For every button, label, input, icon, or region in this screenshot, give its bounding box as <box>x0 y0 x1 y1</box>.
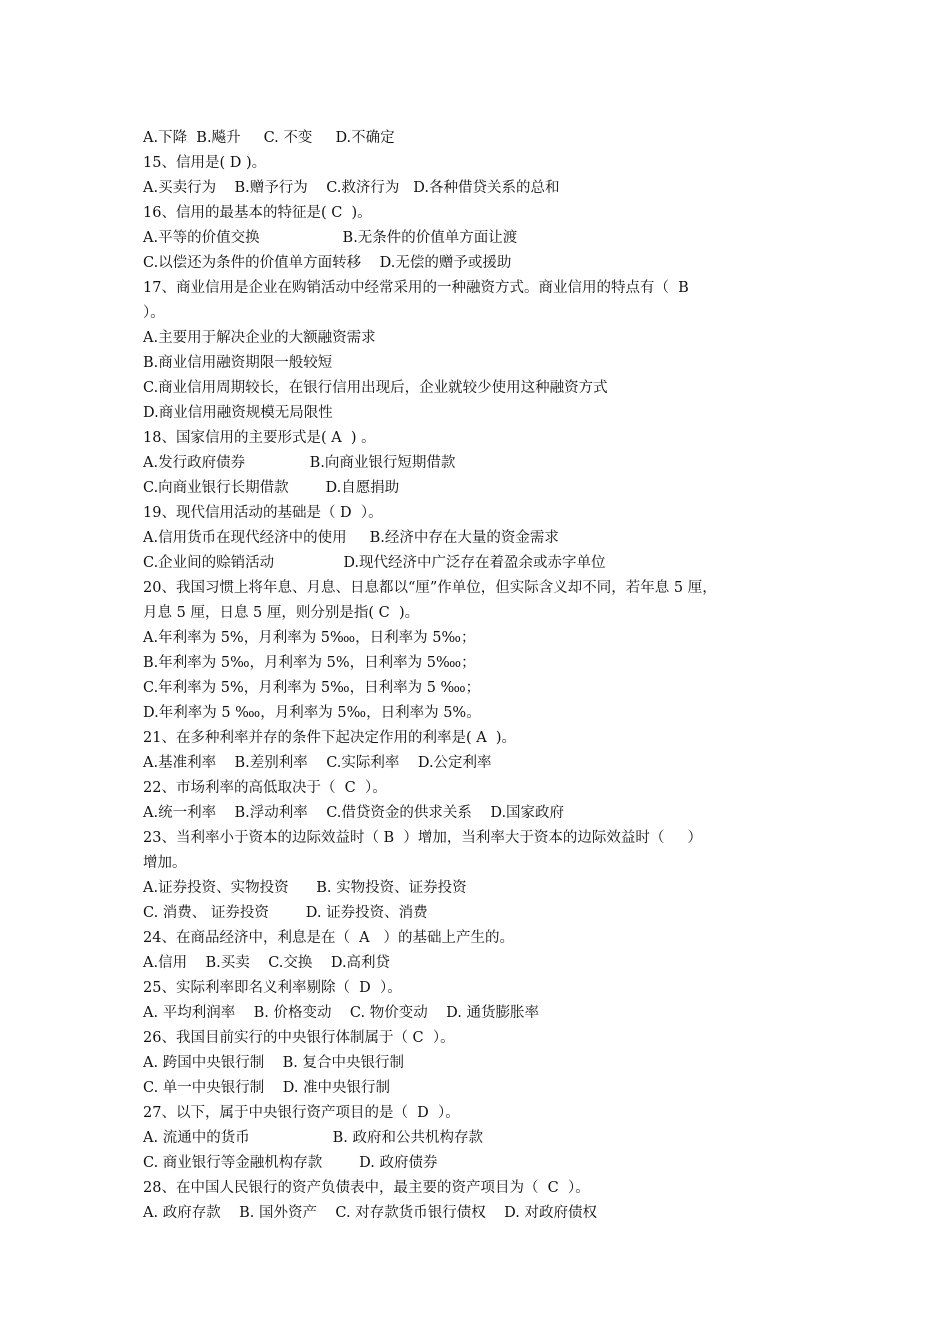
question-25: 25、实际利率即名义利率剔除（ D ）。 <box>143 980 402 996</box>
answer-options-18-cd: C.向商业银行长期借款 D.自愿捐助 <box>143 480 400 496</box>
answer-options-23-ab: A.证券投资、实物投资 B. 实物投资、证券投资 <box>143 880 467 896</box>
answer-options-26-ab: A. 跨国中央银行制 B. 复合中央银行制 <box>143 1055 404 1071</box>
answer-options-21: A.基准利率 B.差别利率 C.实际利率 D.公定利率 <box>143 755 492 771</box>
answer-option-17-d: D.商业信用融资规模无局限性 <box>143 405 333 421</box>
answer-options-22: A.统一利率 B.浮动利率 C.借贷资金的供求关系 D.国家政府 <box>143 805 565 821</box>
answer-options-19-ab: A.信用货币在现代经济中的使用 B.经济中存在大量的资金需求 <box>143 530 559 546</box>
question-20-continued: 月息 5 厘，日息 5 厘，则分别是指( C )。 <box>143 605 420 621</box>
question-28: 28、在中国人民银行的资产负债表中，最主要的资产项目为（ C ）。 <box>143 1180 590 1196</box>
answer-options-16-cd: C.以偿还为条件的价值单方面转移 D.无偿的赠予或援助 <box>143 255 512 271</box>
question-20: 20、我国习惯上将年息、月息、日息都以“厘”作单位，但实际含义却不同，若年息 5 厘， <box>143 580 717 596</box>
answer-option-20-c: C.年利率为 5%，月利率为 5‰，日利率为 5 ‱； <box>143 680 481 696</box>
question-27: 27、以下，属于中央银行资产项目的是（ D ）。 <box>143 1105 460 1121</box>
question-21: 21、在多种利率并存的条件下起决定作用的利率是( A )。 <box>143 730 517 746</box>
question-23: 23、当利率小于资本的边际效益时（ B ）增加，当利率大于资本的边际效益时（ ） <box>143 830 702 846</box>
answer-option-17-a: A.主要用于解决企业的大额融资需求 <box>143 330 376 346</box>
answer-options-23-cd: C. 消费、 证券投资 D. 证券投资、消费 <box>143 905 428 921</box>
question-23-continued: 增加。 <box>143 855 187 871</box>
question-17-continued: ）。 <box>143 305 165 321</box>
answer-options-16-ab: A.平等的价值交换 B.无条件的价值单方面让渡 <box>143 230 518 246</box>
question-22: 22、市场利率的高低取决于（ C ）。 <box>143 780 387 796</box>
answer-options-27-ab: A. 流通中的货币 B. 政府和公共机构存款 <box>143 1130 484 1146</box>
answer-options-25: A. 平均利润率 B. 价格变动 C. 物价变动 D. 通货膨胀率 <box>143 1005 539 1021</box>
answer-options-14: A.下降 B.飚升 C. 不变 D.不确定 <box>143 130 395 146</box>
question-19: 19、现代信用活动的基础是（ D ）。 <box>143 505 383 521</box>
answer-option-17-c: C.商业信用周期较长，在银行信用出现后，企业就较少使用这种融资方式 <box>143 380 608 396</box>
answer-options-26-cd: C. 单一中央银行制 D. 准中央银行制 <box>143 1080 391 1096</box>
answer-option-17-b: B.商业信用融资期限一般较短 <box>143 355 333 371</box>
answer-option-20-a: A.年利率为 5%，月利率为 5‱，日利率为 5‰； <box>143 630 476 646</box>
question-16: 16、信用的最基本的特征是( C )。 <box>143 205 372 221</box>
answer-option-20-d: D.年利率为 5 ‱，月利率为 5‰，日利率为 5%。 <box>143 705 481 721</box>
answer-option-20-b: B.年利率为 5‰，月利率为 5%，日利率为 5‱； <box>143 655 476 671</box>
answer-options-18-ab: A.发行政府债券 B.向商业银行短期借款 <box>143 455 456 471</box>
answer-options-15: A.买卖行为 B.赠予行为 C.救济行为 D.各种借贷关系的总和 <box>143 180 560 196</box>
question-24: 24、在商品经济中，利息是在（ A ）的基础上产生的。 <box>143 930 514 946</box>
answer-options-28: A. 政府存款 B. 国外资产 C. 对存款货币银行债权 D. 对政府债权 <box>143 1205 597 1221</box>
answer-options-24: A.信用 B.买卖 C.交换 D.高利贷 <box>143 955 391 971</box>
question-15: 15、信用是( D )。 <box>143 155 267 171</box>
answer-options-19-cd: C.企业间的赊销活动 D.现代经济中广泛存在着盈余或赤字单位 <box>143 555 606 571</box>
question-26: 26、我国目前实行的中央银行体制属于（ C ）。 <box>143 1030 455 1046</box>
question-17: 17、商业信用是企业在购销活动中经常采用的一种融资方式。商业信用的特点有（ B <box>143 280 689 296</box>
answer-options-27-cd: C. 商业银行等金融机构存款 D. 政府债券 <box>143 1155 438 1171</box>
question-18: 18、国家信用的主要形式是( A ) 。 <box>143 430 376 446</box>
